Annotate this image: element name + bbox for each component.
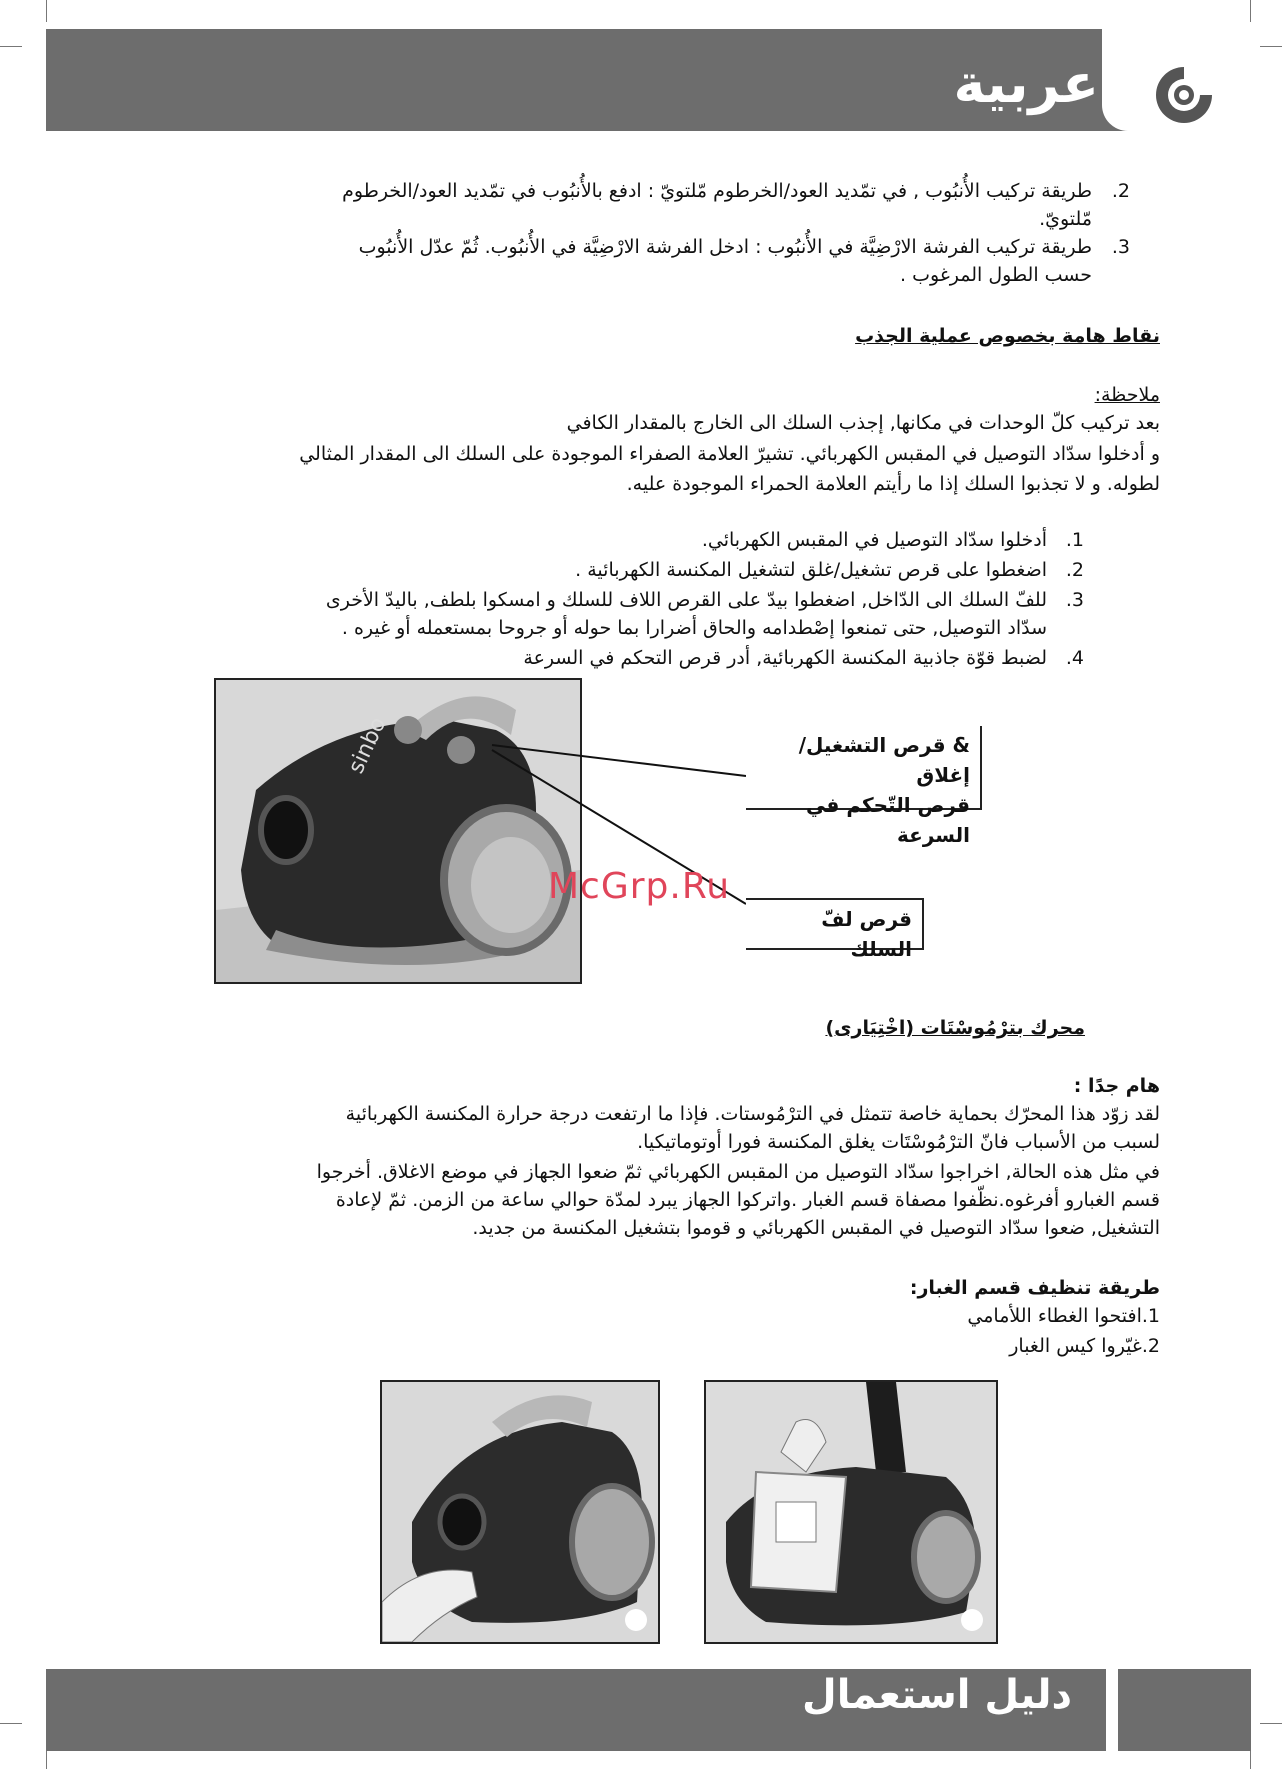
page-title: عربية <box>953 52 1099 115</box>
note-label: ملاحظة: <box>1094 384 1160 406</box>
step-number: 4. <box>1065 647 1084 669</box>
step-text: طريقة تركيب الفرشة الارْضِيَّة في الأُنبُوب : ادخل الفرشة الارْضِيَّة في الأُنبُوب. ثُمّ عدّل الأُنبُوب حسب الطول المرغوب . <box>358 236 1092 286</box>
step-text: سدّاد التوصيل, حتى تمنعوا إصْطدامه والحاق أضرارا بما حوله أو جروحا بمستعمله أو غيره . <box>341 617 1047 639</box>
step-text: لضبط قوّة جاذبية المكنسة الكهربائية, أدر قرص التحكم في السرعة <box>523 647 1047 669</box>
callout-speed-label: قرص التّحكم في السرعة <box>806 793 970 847</box>
step-text: طريقة تركيب الأُنبُوب , في تمّديد العود/الخرطوم مّلتويّ : ادفع بالأُنبُوب في تمّديد العود/الخرطوم مّلتويّ. <box>342 180 1092 230</box>
callout-cord-label: قرص لفّ السلك <box>821 907 912 961</box>
thermostat-line: لسبب من الأسباب فانّ الترْمُوسْتَات يغلق المكنسة فورا أوتوماتيكيا. <box>637 1131 1160 1153</box>
change-bag-illustration <box>706 1382 996 1642</box>
dust-step: 2.غيّروا كيس الغبار <box>1009 1335 1160 1357</box>
note-line: لطوله. و لا تجذبوا السلك إذا ما رأيتم العلامة الحمراء الموجودة عليه. <box>626 473 1160 495</box>
step-text: أدخلوا سدّاد التوصيل في المقبس الكهربائي. <box>701 529 1047 551</box>
footer-title: دليل استعمال <box>802 1672 1072 1718</box>
callout-switch-label: & قرص التشغيل/إغلاق <box>798 733 970 787</box>
thermostat-line: التشغيل, ضعوا سدّاد التوصيل في المقبس الكهربائي و قوموا بتشغيل المكنسة من جديد. <box>472 1217 1160 1239</box>
note-line: بعد تركيب كلّ الوحدات في مكانها, إجذب السلك الى الخارج بالمقدار الكافي <box>566 412 1160 434</box>
watermark: McGrp.Ru <box>548 866 731 907</box>
section-heading-thermostat: محرك بترْمُوسْتَات (اخْتِيَارى) <box>825 1017 1085 1039</box>
photo-brand-label: sinbo <box>343 713 392 778</box>
callout-switch-speed <box>746 726 982 847</box>
thermostat-line: قسم الغبارو أفرغوه.نظّفوا مصفاة قسم الغبار .واتركوا الجهاز يبرد لمدّة حوالي ساعة من الزمن. ثمّ لإعادة <box>335 1189 1160 1211</box>
thermostat-line: لقد زوّد هذا المحرّك بحماية خاصة تتمثل في الترْمُوستات. فإذا ما ارتفعت درجة حرارة المكنسة الكهربائية <box>345 1103 1160 1125</box>
step-number: 1. <box>1065 529 1084 551</box>
step-number: 3. <box>1065 589 1084 611</box>
important-label: هام جدًا : <box>1073 1075 1160 1097</box>
footer-page-box <box>1108 1669 1251 1751</box>
callout-cord-rewind <box>746 898 924 961</box>
note-line: و أدخلوا سدّاد التوصيل في المقبس الكهربائي. تشيرّ العلامة الصفراء الموجودة على السلك الى المقدار المثالي <box>299 443 1160 465</box>
step-number: 2. <box>1065 559 1084 581</box>
photo-open-cover <box>380 1380 660 1644</box>
section-heading-cord: نقاط هامة بخصوص عملية الجذب <box>855 325 1160 347</box>
step-number: 2. <box>1111 180 1130 202</box>
dust-step: 1.افتحوا الغطاء اللأمامي <box>967 1305 1160 1327</box>
step-number: 3. <box>1111 236 1130 258</box>
photo-change-bag <box>704 1380 998 1644</box>
step-text: للفّ السلك الى الدّاخل, اضغطوا بيدّ على القرص اللاف للسلك و امسكوا بلطف, باليدّ الأخرى <box>325 589 1047 611</box>
step-text: اضغطوا على قرص تشغيل/غلق لتشغيل المكنسة الكهربائية . <box>575 559 1047 581</box>
thermostat-line: في مثل هذه الحالة, اخراجوا سدّاد التوصيل من المقبس الكهربائي ثمّ ضعوا الجهاز في موضع الاغلاق. أخرجوا <box>316 1161 1160 1183</box>
section-heading-dust: طريقة تنظيف قسم الغبار: <box>909 1277 1160 1299</box>
open-cover-illustration <box>382 1382 658 1642</box>
